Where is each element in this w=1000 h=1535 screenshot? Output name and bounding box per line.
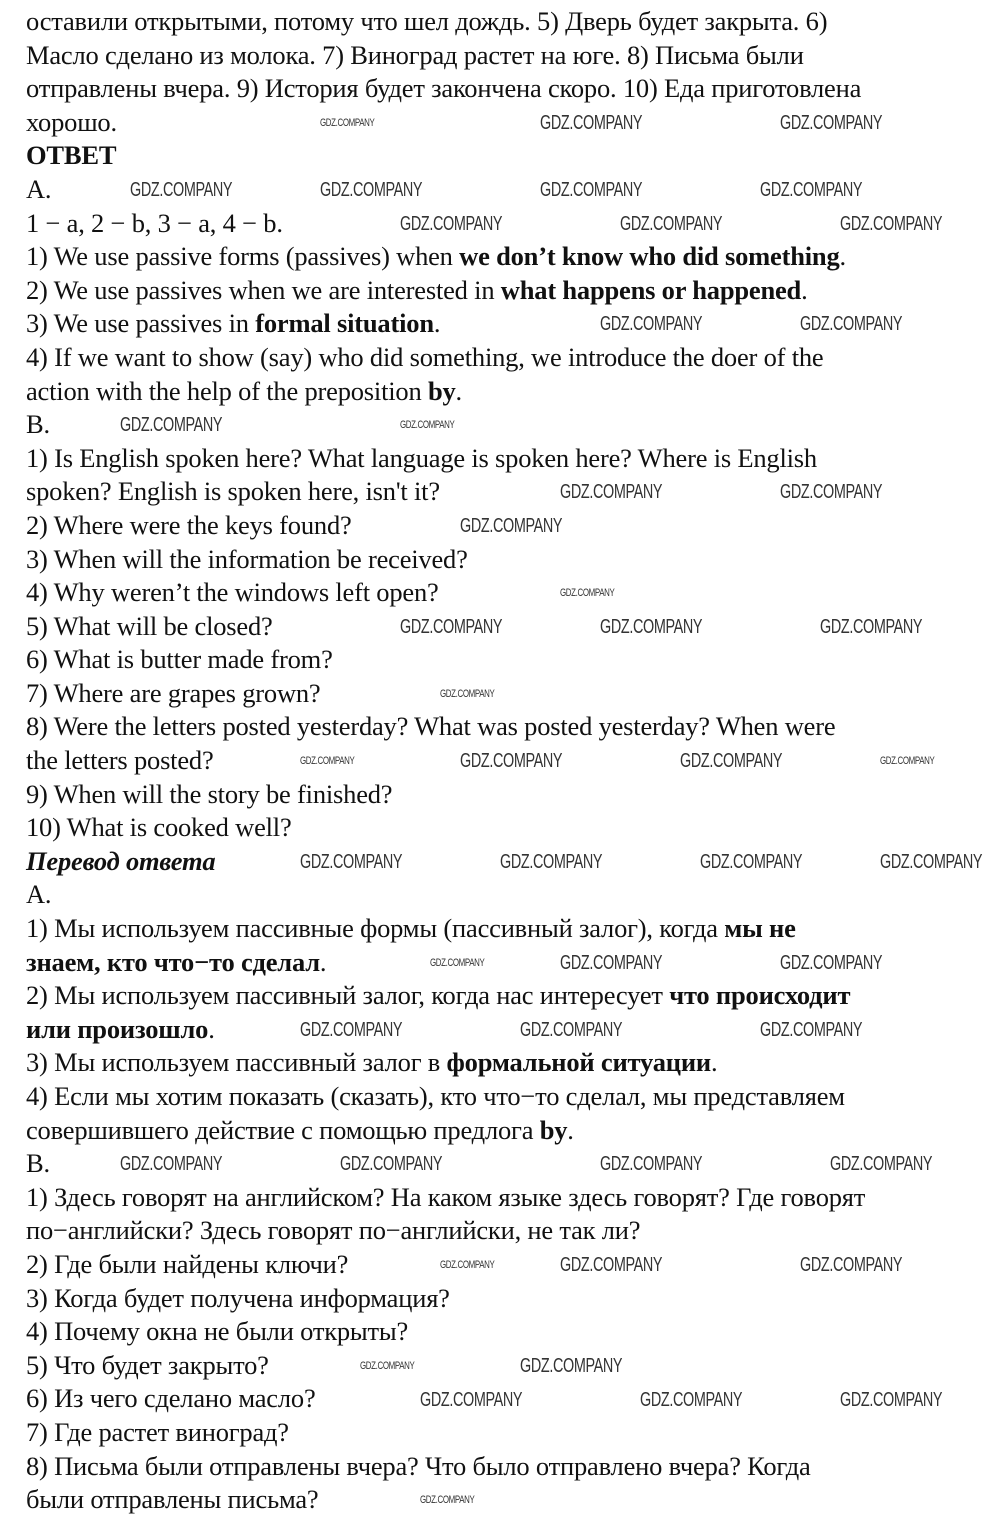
text-segment: хорошо. <box>26 106 117 137</box>
watermark: GDZ.COMPANY <box>400 419 455 432</box>
text-segment: 7) Где растет виноград? <box>26 1416 289 1447</box>
text-segment: 4) Почему окна не были открыты? <box>26 1316 409 1347</box>
text-line <box>26 1114 574 1148</box>
text-segment: 2) Где были найдены ключи? <box>26 1248 349 1279</box>
text-line <box>26 173 51 207</box>
text-line <box>26 744 214 778</box>
text-segment: . <box>319 946 327 977</box>
text-segment: 1) We use passive forms (passives) when <box>26 241 460 272</box>
text-line <box>26 610 273 644</box>
watermark: GDZ.COMPANY <box>300 1019 403 1041</box>
text-line <box>26 878 51 912</box>
watermark: GDZ.COMPANY <box>780 951 883 974</box>
text-line <box>26 307 440 341</box>
text-segment: 3) Мы используем пассивный залог в <box>26 1047 447 1078</box>
watermark: GDZ.COMPANY <box>880 755 935 768</box>
watermark: GDZ.COMPANY <box>700 851 803 873</box>
watermark: GDZ.COMPANY <box>880 851 983 873</box>
text-line <box>26 710 835 744</box>
text-line <box>26 677 321 711</box>
text-segment: 5) Что будет закрыто? <box>26 1349 269 1380</box>
text-line <box>26 72 861 106</box>
watermark: GDZ.COMPANY <box>600 313 703 336</box>
text-segment: 2) We use passives when we are interested in <box>26 274 501 305</box>
text-line <box>26 946 326 980</box>
bold-text: мы не <box>724 913 796 944</box>
bold-text: we don’t know who did something <box>459 241 840 272</box>
text-line <box>26 912 796 946</box>
watermark: GDZ.COMPANY <box>440 1259 495 1272</box>
text-segment: 6) Из чего сделано масло? <box>26 1383 316 1414</box>
bold-text: by <box>539 1114 568 1145</box>
text-segment: 6) What is butter made from? <box>26 644 333 675</box>
text-segment: 9) When will the story be finished? <box>26 778 393 809</box>
text-segment: 4) If we want to show (say) who did something, we introduce the doer of the <box>26 341 824 372</box>
text-line <box>26 811 292 845</box>
watermark: GDZ.COMPANY <box>320 116 375 129</box>
watermark: GDZ.COMPANY <box>130 179 233 201</box>
text-line <box>26 1214 640 1248</box>
text-line <box>26 240 846 274</box>
text-line <box>26 1046 717 1080</box>
text-line <box>26 1382 316 1416</box>
bold-text: what happens or happened <box>500 274 802 305</box>
watermark: GDZ.COMPANY <box>460 750 563 773</box>
text-line <box>26 509 352 543</box>
text-segment: spoken? English is spoken here, isn't it? <box>26 476 440 507</box>
text-segment: 3) Когда будет получена информация? <box>26 1282 450 1313</box>
text-segment: 4) Why weren’t the windows left open? <box>26 577 439 608</box>
bold-text: by <box>427 375 456 406</box>
watermark: GDZ.COMPANY <box>420 1388 523 1411</box>
text-segment: 2) Мы используем пассивный залог, когда нас интересует <box>26 980 670 1011</box>
watermark: GDZ.COMPANY <box>430 956 485 969</box>
watermark: GDZ.COMPANY <box>360 1360 415 1372</box>
text-segment: по−английски? Здесь говорят по−английски, не так ли? <box>26 1215 641 1246</box>
watermark: GDZ.COMPANY <box>120 414 223 437</box>
watermark: GDZ.COMPANY <box>560 587 615 600</box>
text-segment: A. <box>26 173 52 204</box>
watermark: GDZ.COMPANY <box>830 1153 933 1176</box>
text-segment: action with the help of the preposition <box>26 375 428 406</box>
text-line <box>26 341 823 375</box>
bold-text: ОТВЕТ <box>26 140 117 171</box>
watermark: GDZ.COMPANY <box>400 212 503 235</box>
watermark: GDZ.COMPANY <box>820 615 923 638</box>
text-line <box>26 274 808 308</box>
text-segment: Масло сделано из молока. 7) Виноград растет на юге. 8) Письма были <box>26 39 804 70</box>
text-line <box>26 207 283 241</box>
section-heading: Перевод ответа <box>26 845 216 876</box>
text-segment: . <box>433 308 441 339</box>
text-segment: . <box>839 241 846 272</box>
bold-text: знаем, кто что−то сделал <box>26 946 320 977</box>
watermark: GDZ.COMPANY <box>340 1153 443 1176</box>
text-line <box>26 845 215 879</box>
watermark: GDZ.COMPANY <box>120 1153 223 1176</box>
watermark: GDZ.COMPANY <box>800 1254 903 1277</box>
text-segment: 2) Where were the keys found? <box>26 509 352 540</box>
watermark: GDZ.COMPANY <box>520 1019 623 1041</box>
watermark: GDZ.COMPANY <box>420 1494 475 1507</box>
text-segment: 8) Were the letters posted yesterday? What was posted yesterday? When were <box>26 711 836 742</box>
text-line <box>26 106 117 140</box>
text-segment: 1 − a, 2 − b, 3 − a, 4 − b. <box>26 207 283 238</box>
text-line <box>26 1315 408 1349</box>
text-segment: 10) What is cooked well? <box>26 812 292 843</box>
watermark: GDZ.COMPANY <box>840 1388 943 1411</box>
watermark: GDZ.COMPANY <box>800 313 903 336</box>
text-segment: 1) Is English spoken here? What language is spoken here? Where is English <box>26 442 817 473</box>
watermark: GDZ.COMPANY <box>300 851 403 873</box>
watermark: GDZ.COMPANY <box>840 212 943 235</box>
text-segment: . <box>801 274 808 305</box>
text-line <box>26 1450 811 1484</box>
watermark: GDZ.COMPANY <box>600 615 703 638</box>
watermark: GDZ.COMPANY <box>620 212 723 235</box>
watermark: GDZ.COMPANY <box>560 1254 663 1277</box>
text-line <box>26 1483 318 1517</box>
watermark: GDZ.COMPANY <box>400 615 503 638</box>
watermark: GDZ.COMPANY <box>300 755 355 768</box>
text-segment: B. <box>26 409 50 440</box>
text-line <box>26 408 50 442</box>
bold-text: formal situation <box>255 308 434 339</box>
watermark: GDZ.COMPANY <box>540 111 643 134</box>
text-segment: совершившего действие с помощью предлога <box>26 1114 540 1145</box>
text-line <box>26 375 462 409</box>
text-line <box>26 1013 215 1047</box>
text-segment: 4) Если мы хотим показать (сказать), кто что−то сделал, мы представляем <box>26 1081 845 1111</box>
text-segment: . <box>567 1114 574 1145</box>
text-line <box>26 979 850 1013</box>
text-line <box>26 1416 289 1450</box>
watermark: GDZ.COMPANY <box>780 111 883 134</box>
watermark: GDZ.COMPANY <box>460 515 563 537</box>
bold-text: формальной ситуации <box>446 1047 711 1078</box>
watermark: GDZ.COMPANY <box>520 1355 623 1377</box>
watermark: GDZ.COMPANY <box>540 179 643 201</box>
watermark: GDZ.COMPANY <box>560 481 663 504</box>
watermark: GDZ.COMPANY <box>600 1153 703 1176</box>
bold-text: что происходит <box>669 980 851 1011</box>
text-segment: . <box>710 1047 718 1078</box>
text-segment: A. <box>26 879 52 910</box>
text-line <box>26 1282 450 1316</box>
text-segment: 3) When will the information be received? <box>26 543 468 574</box>
watermark: GDZ.COMPANY <box>780 481 883 504</box>
text-segment: 1) Мы используем пассивные формы (пассивный залог), когда <box>26 913 725 944</box>
text-segment: 8) Письма были отправлены вчера? Что было отправлено вчера? Когда <box>26 1450 811 1481</box>
text-segment: отправлены вчера. 9) История будет закончена скоро. 10) Еда приготовлена <box>26 73 862 104</box>
text-line <box>26 442 817 476</box>
text-segment: 1) Здесь говорят на английском? На каком языке здесь говорят? Где говорят <box>26 1181 866 1212</box>
text-segment: 3) We use passives in <box>26 308 256 339</box>
text-line <box>26 1248 348 1282</box>
text-line <box>26 543 468 577</box>
watermark: GDZ.COMPANY <box>320 179 423 201</box>
text-line <box>26 1181 865 1215</box>
text-line <box>26 778 392 812</box>
text-segment: . <box>455 375 462 406</box>
text-segment: . <box>208 1013 215 1044</box>
text-line <box>26 39 804 73</box>
watermark: GDZ.COMPANY <box>760 1019 863 1041</box>
text-line <box>26 1147 50 1181</box>
text-segment: B. <box>26 1148 50 1179</box>
text-segment: 7) Where are grapes grown? <box>26 677 321 708</box>
text-segment: оставили открытыми, потому что шел дождь. 5) Дверь будет закрыта. 6) <box>26 6 828 36</box>
watermark: GDZ.COMPANY <box>680 750 783 773</box>
text-segment: the letters posted? <box>26 745 214 776</box>
text-line <box>26 1349 269 1383</box>
text-line <box>26 576 439 610</box>
text-segment: были отправлены письма? <box>26 1484 319 1515</box>
bold-text: или произошло <box>26 1013 209 1044</box>
watermark: GDZ.COMPANY <box>760 179 863 201</box>
watermark: GDZ.COMPANY <box>640 1388 743 1411</box>
text-line <box>26 5 827 39</box>
watermark: GDZ.COMPANY <box>500 851 603 873</box>
text-line <box>26 643 333 677</box>
text-line <box>26 475 440 509</box>
text-line <box>26 1080 845 1114</box>
watermark: GDZ.COMPANY <box>440 688 495 700</box>
text-segment: 5) What will be closed? <box>26 610 273 641</box>
watermark: GDZ.COMPANY <box>560 951 663 974</box>
text-line <box>26 139 116 173</box>
